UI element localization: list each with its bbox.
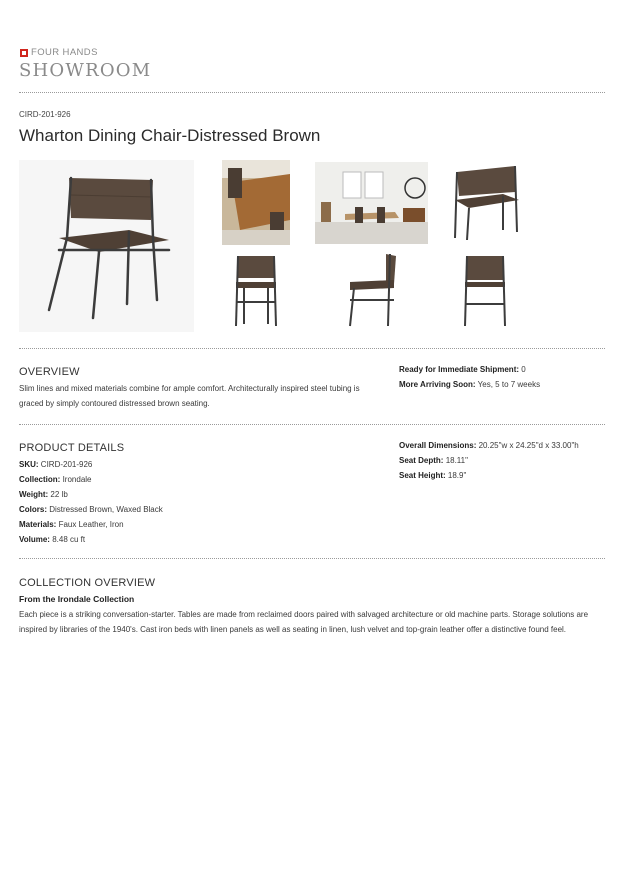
details-left-list — [19, 457, 163, 547]
shipment-label: Ready for Immediate Shipment: — [399, 365, 520, 374]
detail-value: 18.11" — [445, 456, 468, 465]
detail-label: Overall Dimensions: — [399, 441, 477, 450]
collection-text: Each piece is a striking conversation-starter. Tables are made from reclaimed doors paired with salvaged architecture or old machine parts. Storage solutions are inspired by libraries of the 1940's. Cast iron beds with linen panels as well as seating in linen, lush velvet and top-grain leather offer a distinctive found feel. — [19, 610, 589, 634]
divider — [19, 92, 605, 93]
detail-label: Volume: — [19, 535, 50, 544]
thumb-chair-side-image[interactable] — [346, 252, 402, 328]
detail-label: Colors: — [19, 505, 47, 514]
divider — [19, 558, 605, 559]
overview-heading: OVERVIEW — [19, 366, 80, 378]
detail-value: 8.48 cu ft — [52, 535, 86, 544]
collection-heading: COLLECTION OVERVIEW — [19, 577, 156, 589]
brand-name: FOUR HANDS — [31, 47, 98, 58]
arriving-value: Yes, 5 to 7 weeks — [477, 380, 541, 389]
main-product-image — [19, 160, 194, 332]
shipment-value: 0 — [521, 365, 526, 374]
detail-label: Seat Height: — [399, 471, 446, 480]
thumb-chair-back-image[interactable] — [461, 252, 509, 328]
detail-row — [19, 532, 163, 547]
details-right-list — [399, 438, 579, 483]
collection-subheading: From the Irondale Collection — [19, 594, 135, 604]
detail-row — [399, 468, 579, 483]
brand-logo-icon — [20, 49, 28, 57]
divider — [19, 348, 605, 349]
thumb-chair-front-image[interactable] — [232, 252, 280, 328]
detail-value: Faux Leather, Iron — [58, 520, 124, 529]
divider — [19, 424, 605, 425]
details-heading: PRODUCT DETAILS — [19, 442, 125, 454]
detail-label: Collection: — [19, 475, 61, 484]
product-sku: CIRD-201-926 — [19, 110, 71, 119]
overview-text: Slim lines and mixed materials combine for ample comfort. Architecturally inspired steel tubing is graced by simply contoured distressed brown seating. — [19, 384, 360, 408]
detail-label: Weight: — [19, 490, 49, 499]
detail-row — [19, 457, 163, 472]
arriving-status — [399, 377, 540, 392]
detail-row — [19, 487, 163, 502]
detail-value: 20.25"w x 24.25"d x 33.00"h — [478, 441, 579, 450]
detail-row — [399, 453, 579, 468]
detail-label: Materials: — [19, 520, 57, 529]
detail-value: 18.9" — [447, 471, 467, 480]
detail-row — [19, 502, 163, 517]
detail-row — [19, 517, 163, 532]
thumb-chair-angle-image[interactable] — [445, 158, 525, 243]
detail-label: Seat Depth: — [399, 456, 444, 465]
showroom-title: SHOWROOM — [19, 60, 152, 81]
detail-value: CIRD-201-926 — [40, 460, 93, 469]
shipment-status — [399, 362, 526, 377]
thumb-dining-room-image[interactable] — [315, 162, 428, 244]
product-title: Wharton Dining Chair-Distressed Brown — [19, 126, 321, 145]
detail-value: Distressed Brown, Waxed Black — [49, 505, 163, 514]
thumb-dining-table-image[interactable] — [222, 160, 290, 245]
detail-label: SKU: — [19, 460, 39, 469]
detail-row — [19, 472, 163, 487]
detail-value: 22 lb — [50, 490, 68, 499]
detail-row — [399, 438, 579, 453]
detail-value: Irondale — [62, 475, 92, 484]
arriving-label: More Arriving Soon: — [399, 380, 476, 389]
